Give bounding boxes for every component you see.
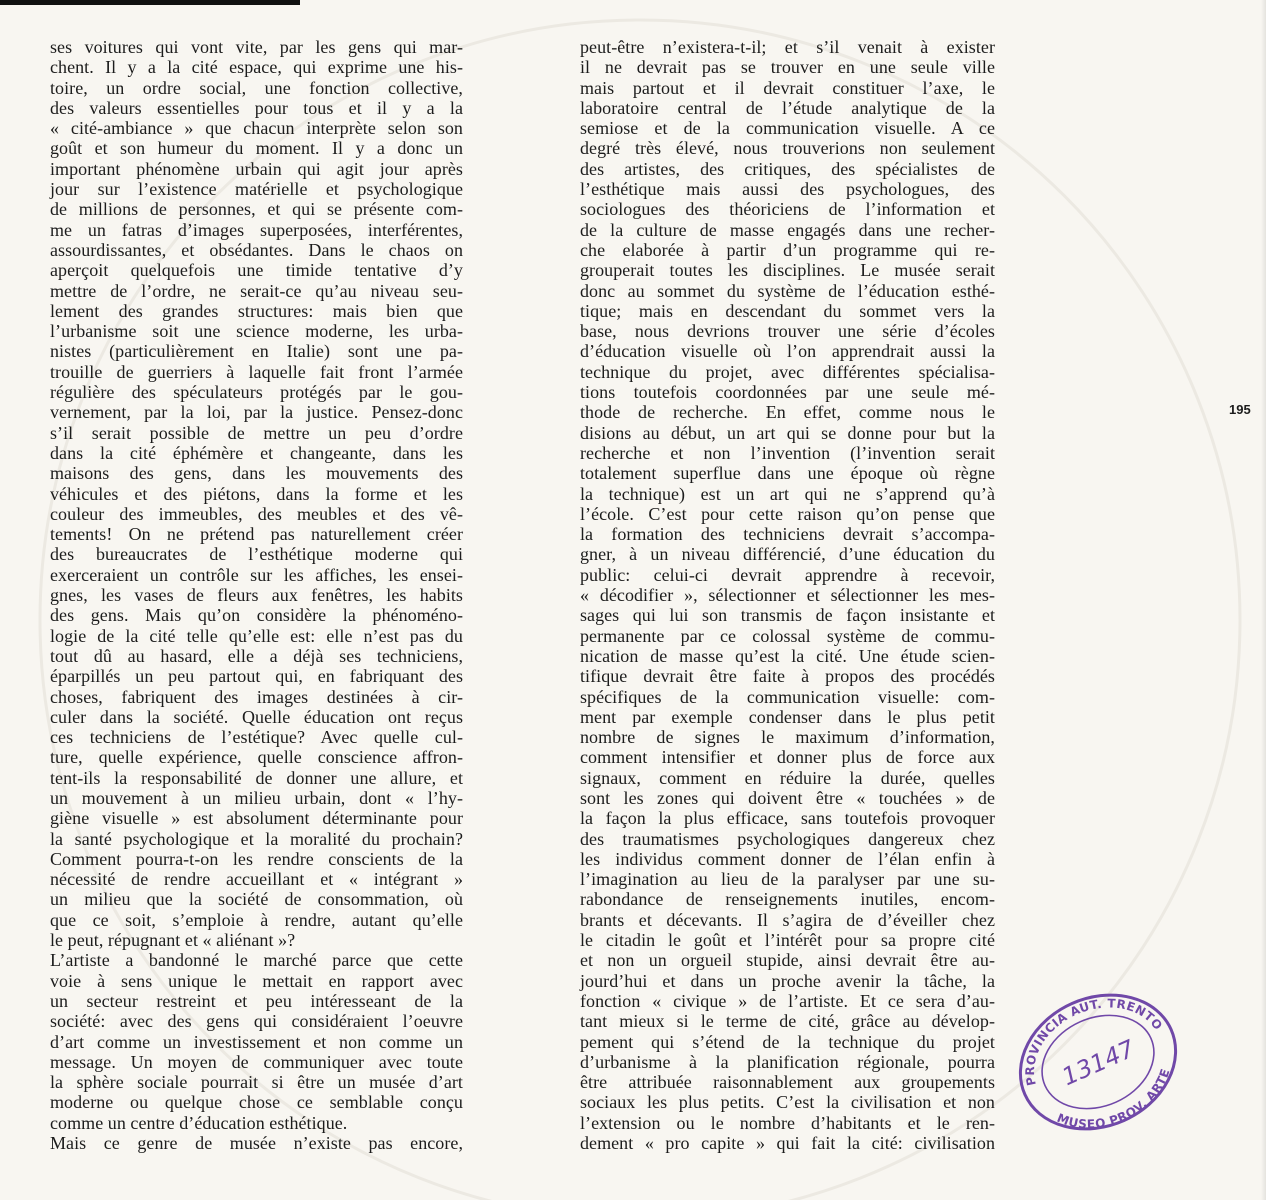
text-line: ment par exemple condenser dans le plus petit	[580, 706, 995, 727]
page-number: 195	[1229, 402, 1251, 417]
text-line: pement qui s’étend de la technique du projet	[580, 1031, 995, 1052]
text-line: tifique devrait être faite à propos des procédés	[580, 666, 995, 687]
text-line: il ne devrait pas se trouver en une seule ville	[580, 57, 995, 78]
text-line: comment intensifier et donner plus de force aux	[580, 747, 995, 768]
text-line: choses, fabriquent des images destinées à cir-	[50, 686, 463, 707]
text-line: régulière des spéculateurs protégés par le gou-	[50, 382, 463, 403]
text-line: d’urbanisme à la planification régionale, pourra	[580, 1051, 995, 1072]
text-line: technique du projet, avec différentes spécialisa-	[580, 361, 995, 382]
text-line: rabondance de renseignements inutiles, encom-	[580, 889, 995, 910]
text-line: important phénomène urbain qui agit jour après	[50, 158, 463, 179]
text-line: dans la cité éphémère et changeante, dans les	[50, 442, 463, 463]
text-line: un secteur restreint et peu intéresseant de la	[50, 990, 463, 1011]
text-line: des bureaucrates de l’esthétique moderne qui	[50, 544, 463, 565]
text-line: laboratoire central de l’étude analytique de la	[580, 97, 995, 118]
text-line: base, nous devrions trouver une série d’écoles	[580, 321, 995, 342]
text-line: nication de masse qu’est la cité. Une étude scien-	[580, 645, 995, 666]
text-line: jourd’hui et dans un proche avenir la tâche, la	[580, 970, 995, 991]
text-line: le peut, répugnant et « aliénant »?	[50, 930, 296, 951]
text-line: nombre de signes le maximum d’information,	[580, 727, 995, 748]
text-line: comme un centre d’éducation esthétique.	[50, 1112, 348, 1133]
text-line: fonction « civique » de l’artiste. Et ce sera d’au-	[580, 990, 995, 1011]
text-line: grouperait toutes les disciplines. Le musée serait	[580, 260, 995, 281]
text-line: message. Un moyen de communiquer avec toute	[50, 1051, 463, 1072]
text-line: tique; mais en descendant du sommet vers la	[580, 300, 995, 321]
text-line: disions au début, un art qui se donne pour but la	[580, 422, 995, 443]
stamp-bottom-text: MUSEO PROV. ARTE	[1054, 1066, 1173, 1132]
text-line: trouille de guerriers à laquelle fait front l’armée	[50, 361, 463, 382]
text-line: l’école. C’est pour cette raison qu’on pense que	[580, 503, 995, 524]
text-line: jour sur l’existence matérielle et psychologique	[50, 179, 463, 200]
text-line: toire, un ordre social, une fonction collective,	[50, 77, 463, 98]
text-line: giène visuelle » est absolument déterminante pour	[50, 808, 463, 829]
left-column	[50, 37, 463, 1153]
text-line: semiose et de la communication visuelle. A ce	[580, 118, 995, 139]
text-line: logie de la cité telle qu’elle est: elle n’est pas du	[50, 625, 463, 646]
text-line: gnes, les vases de fleurs aux fenêtres, les habits	[50, 585, 463, 606]
text-line: nistes (particulièrement en Italie) sont une pa-	[50, 341, 463, 362]
text-line: voie à sens unique le mettait en rapport avec	[50, 970, 463, 991]
text-line: l’urbanisme soit une science moderne, les urba-	[50, 321, 463, 342]
stamp-inventory-number: 13147	[1057, 1034, 1139, 1092]
text-line: la technique) est un art qui ne s’apprend qu’à	[580, 483, 995, 504]
text-line: l’extension ou le nombre d’habitants et le ren-	[580, 1112, 995, 1133]
text-line: degré très élevé, nous trouverions non seulement	[580, 138, 995, 159]
text-line: les individus comment donner de l’élan enfin à	[580, 848, 995, 869]
text-line: Comment pourra-t-on les rendre conscients de la	[50, 848, 463, 869]
text-line: sociologues des théoriciens de l’information et	[580, 199, 995, 220]
text-line: le citadin le goût et l’intérêt pour sa propre cité	[580, 930, 995, 951]
text-line: exerceraient un contrôle sur les affiches, les ensei-	[50, 564, 463, 585]
text-line: éparpillés un peu partout qui, en fabriquant des	[50, 666, 463, 687]
text-line: nécessité de rendre accueillant et « intégrant »	[50, 869, 463, 890]
text-line: tant mieux si le terme de cité, grâce au dévelop-	[580, 1011, 995, 1032]
text-line: la façon la plus efficace, sans toutefois provoquer	[580, 808, 995, 829]
text-line: d’art comme un investissement et non comme un	[50, 1031, 463, 1052]
text-line: tions toutefois coordonnées par une seule mé-	[580, 382, 995, 403]
text-line: dement « pro capite » qui fait la cité: civilisation	[580, 1133, 995, 1154]
text-line: que ce soit, s’emploie à rendre, autant qu’elle	[50, 909, 463, 930]
text-line: che elaborée à partir d’un programme qui re-	[580, 239, 995, 260]
stamp-top-text: PROVINCIA AUT. TRENTO	[1023, 996, 1166, 1087]
text-line: sociaux les plus petits. C’est la civilisation et non	[580, 1092, 995, 1113]
text-line: s’il serait possible de mettre un peu d’ordre	[50, 422, 463, 443]
text-line: tent-ils la responsabilité de donner une allure, et	[50, 767, 463, 788]
text-line: vernement, par la loi, par la justice. Pensez-donc	[50, 402, 463, 423]
museum-stamp	[1008, 982, 1188, 1142]
text-line: et non un orgueil stupide, ainsi devrait être au-	[580, 950, 995, 971]
text-line: ture, quelle expérience, quelle conscience affron-	[50, 747, 463, 768]
text-line: chent. Il y a la cité espace, qui exprime une his-	[50, 57, 463, 78]
text-line: « décodifier », sélectionner et sélectionner les mes-	[580, 585, 995, 606]
text-line: ces techniciens de l’estétique? Avec quelle cul-	[50, 727, 463, 748]
text-line: société: avec des gens qui considéraient l’oeuvre	[50, 1011, 463, 1032]
text-line: public: celui-ci devrait apprendre à recevoir,	[580, 564, 995, 585]
text-line: des traumatismes psychologiques dangereux chez	[580, 828, 995, 849]
text-line: donc au sommet du système de l’éducation esthé-	[580, 280, 995, 301]
text-line: être attribuée raisonnablement aux groupements	[580, 1072, 995, 1093]
text-line: spécifiques de la communication visuelle: com-	[580, 686, 995, 707]
text-line: « cité-ambiance » que chacun interprète selon son	[50, 118, 463, 139]
text-line: l’imagination au lieu de la paralyser par une su-	[580, 869, 995, 890]
text-line: des artistes, des critiques, des spécialistes de	[580, 158, 995, 179]
text-line: un milieu que la société de consommation, où	[50, 889, 463, 910]
text-line: ses voitures qui vont vite, par les gens qui mar-	[50, 37, 463, 57]
text-line: mettre de l’ordre, ne serait-ce qu’au niveau seu-	[50, 280, 463, 301]
text-line: goût et son humeur du moment. Il y a donc un	[50, 138, 463, 159]
text-line: la santé psychologique et la moralité du prochain?	[50, 828, 463, 849]
text-line: la sphère sociale pourrait si être un musée d’art	[50, 1072, 463, 1093]
text-line: de la culture de masse engagés dans une recher-	[580, 219, 995, 240]
text-line: gner, à un niveau différencié, d’une éducation du	[580, 544, 995, 565]
text-line: thode de recherche. En effet, comme nous le	[580, 402, 995, 423]
text-line: brants et décevants. Il s’agira de d’éveiller chez	[580, 909, 995, 930]
text-line: tements! On ne prétend pas naturellement créer	[50, 524, 463, 545]
text-line: totalement superflue dans une époque où règne	[580, 463, 995, 484]
text-line: couleur des immeubles, des meubles et des vê-	[50, 503, 463, 524]
text-line: L’artiste a bandonné le marché parce que cette	[50, 950, 463, 971]
text-line: tout dû au hasard, elle a déjà ses techniciens,	[50, 645, 463, 666]
text-line: véhicules et des piétons, dans la forme et les	[50, 483, 463, 504]
text-line: lement des grandes structures: mais bien que	[50, 300, 463, 321]
text-line: des valeurs essentielles pour tous et il y a la	[50, 97, 463, 118]
right-column	[580, 37, 995, 1153]
text-line: de millions de personnes, et qui se présente com-	[50, 199, 463, 220]
text-line: signaux, comment en réduire la durée, quelles	[580, 767, 995, 788]
text-line: me un fatras d’images superposées, interférentes,	[50, 219, 463, 240]
text-line: peut-être n’existera-t-il; et s’il venait à exister	[580, 37, 995, 57]
text-line: maisons des gens, dans les mouvements des	[50, 463, 463, 484]
text-line: culer dans la société. Quelle éducation ont reçus	[50, 706, 463, 727]
text-line: d’éducation visuelle où l’on apprendrait aussi la	[580, 341, 995, 362]
text-line: l’esthétique mais aussi des psychologues, des	[580, 179, 995, 200]
text-line: assourdissantes, et obsédantes. Dans le chaos on	[50, 239, 463, 260]
text-line: des gens. Mais qu’on considère la phénoméno-	[50, 605, 463, 626]
text-line: permanente par ce colossal système de commu-	[580, 625, 995, 646]
text-line: aperçoit quelquefois une timide tentative d’y	[50, 260, 463, 281]
text-line: moderne ou quelque chose ce semblable conçu	[50, 1092, 463, 1113]
text-line: la formation des techniciens devrait s’accompa-	[580, 524, 995, 545]
text-line: sont les zones qui doivent être « touchées » de	[580, 787, 995, 808]
text-line: Mais ce genre de musée n’existe pas encore,	[50, 1133, 463, 1154]
text-line: un mouvement à un milieu urbain, dont « l’hy-	[50, 787, 463, 808]
text-line: recherche et non l’invention (l’invention serait	[580, 442, 995, 463]
text-line: sages qui lui son transmis de façon insistante et	[580, 605, 995, 626]
text-line: mais partout et il devrait constituer l’axe, le	[580, 77, 995, 98]
